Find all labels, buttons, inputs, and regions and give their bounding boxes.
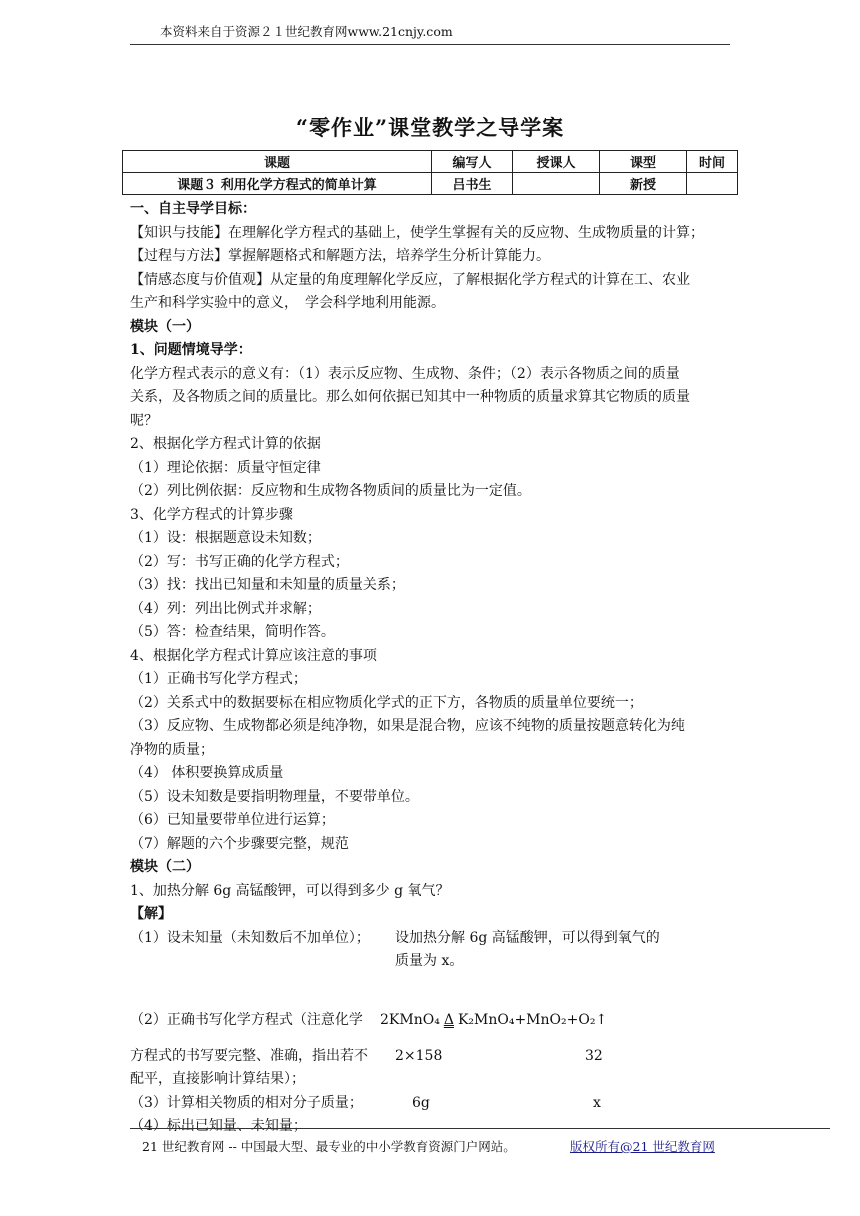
header-cell-type: 课型 [600,151,687,173]
document-body [130,198,735,1139]
table-row [123,173,738,195]
module-two-heading: 模块（二） [130,859,200,875]
cell-teacher [513,173,600,195]
goal-attitude-cont: 生产和科学实验中的意义， 学会科学地利用能源。 [130,295,445,311]
header-text: 本资料来自于资源２１世纪教育网 [160,24,348,39]
step-4-row [130,1115,735,1139]
step-1-answer-cont: 质量为 x。 [395,953,464,969]
list-item: （3）反应物、生成物都必须是纯净物，如果是混合物，应该不纯物的质量按题意转化为纯 [130,718,685,734]
subheading: 3、化学方程式的计算步骤 [130,506,293,523]
step-2-row-cont2 [130,1068,735,1092]
document-title: “零作业”课堂教学之导学案 [295,115,565,140]
header-cell-time: 时间 [687,151,738,173]
paragraph: 关系，及各物质之间的质量比。那么如何依据已知其中一种物质的质量求算其它物质的质量 [130,389,690,405]
goal-knowledge: 【知识与技能】在理解化学方程式的基础上，使学生掌握有关的反应物、生成物质量的计算； [130,224,704,241]
header-site: www.21cnjy.com [347,24,453,39]
cell-topic: 课题３ 利用化学方程式的简单计算 [123,173,432,195]
step-2-row-cont [130,1045,735,1069]
subheading: 4、根据化学方程式计算应该注意的事项 [130,647,377,664]
footer-text: 21 世纪教育网 -- 中国最大型、最专业的中小学教育资源门户网站。 [142,1139,516,1154]
known-mass: 6g [412,1094,430,1111]
header-cell-teacher: 授课人 [513,151,600,173]
list-item: （1）设：根据题意设未知数； [130,530,321,546]
lesson-info-table [122,150,738,195]
copyright-link[interactable]: 版权所有@21 世纪教育网 [570,1139,715,1154]
list-item: （4） 体积要换算成质量 [130,765,284,781]
heat-symbol: Δ [443,1012,454,1028]
page-footer [142,1137,715,1155]
goal-attitude: 【情感态度与价值观】从定量的角度理解化学反应，了解根据化学方程式的计算在工、农业 [130,271,690,288]
step-2-label-cont2: 配平，直接影响计算结果）； [130,1071,305,1087]
subheading: 2、根据化学方程式计算的依据 [130,436,321,452]
list-item: （1）理论依据：质量守恒定律 [130,459,321,476]
step-3-row [130,1092,735,1116]
list-item: （2）列比例依据：反应物和生成物各物质间的质量比为一定值。 [130,483,531,499]
paragraph: 化学方程式表示的意义有：（1）表示反应物、生成物、条件；（2）表示各物质之间的质量 [130,365,680,382]
step-3-label: （3）计算相关物质的相对分子质量； [130,1094,363,1111]
step-4-label: （4）标出已知量、未知量； [130,1118,307,1134]
header-cell-topic: 课题 [123,151,432,173]
step-1-row [130,927,735,951]
equation-products: K₂MnO₄+MnO₂+O₂↑ [457,1012,608,1028]
footer-divider [130,1128,830,1129]
list-item: （2）写：书写正确的化学方程式； [130,553,349,570]
example-question: 1、加热分解 6g 高锰酸钾，可以得到多少 g 氧气？ [130,882,450,899]
list-item: （2）关系式中的数据要标在相应物质化学式的正下方，各物质的质量单位要统一； [130,694,643,711]
step-2-label-cont: 方程式的书写要完整、准确，指出若不 [130,1047,368,1064]
paragraph: 呢？ [130,412,158,429]
page-header [130,22,730,45]
question-heading: 1、问题情境导学： [130,342,252,358]
step-1-row-cont [130,950,735,974]
header-cell-author: 编写人 [432,151,513,173]
cell-author: 吕书生 [432,173,513,195]
list-item: （4）列：列出比例式并求解； [130,600,321,617]
step-1-label: （1）设未知量（未知数后不加单位）； [130,929,370,946]
step-2-label: （2）正确书写化学方程式（注意化学 [130,1012,363,1028]
list-item: （5）设未知数是要指明物理量，不要带单位。 [130,788,419,805]
list-item: 净物的质量； [130,741,214,758]
equation-reactant: 2KMnO₄ [380,1012,440,1028]
module-one-heading: 模块（一） [130,318,200,335]
goal-process: 【过程与方法】掌握解题格式和解题方法，培养学生分析计算能力。 [130,248,550,264]
cell-time [687,173,738,195]
equation [380,1009,607,1033]
list-item: （1）正确书写化学方程式； [130,671,307,687]
list-item: （5）答：检查结果，简明作答。 [130,624,335,640]
unknown-mass: x [593,1094,601,1111]
solution-label: 【解】 [130,906,172,922]
cell-type: 新授 [600,173,687,195]
mass-oxygen: 32 [585,1047,603,1064]
list-item: （6）已知量要带单位进行运算； [130,812,335,828]
step-2-row [130,1009,735,1033]
section-heading: 一、自主导学目标： [130,201,256,217]
table-header-row [123,151,738,173]
step-1-answer: 设加热分解 6g 高锰酸钾，可以得到氧气的 [395,929,660,946]
mass-reactant: 2×158 [395,1047,443,1064]
list-item: （7）解题的六个步骤要完整，规范 [130,835,349,852]
list-item: （3）找：找出已知量和未知量的质量关系； [130,577,405,593]
